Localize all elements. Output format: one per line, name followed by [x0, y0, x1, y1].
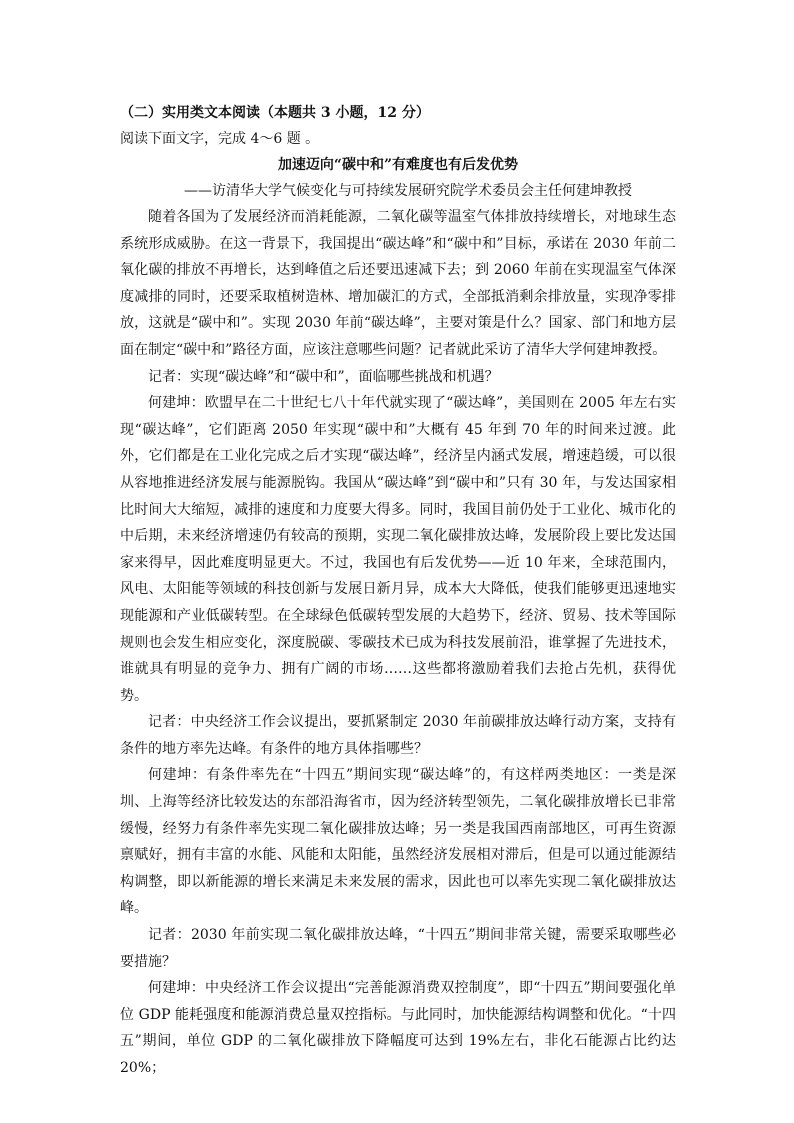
- section-heading: （二）实用类文本阅读（本题共 3 小题，12 分）: [120, 105, 430, 121]
- answer-1: 何建坤：欧盟早在二十世纪七八十年代就实现了“碳达峰”，美国则在 2005 年左右实现“碳达峰”，它们距离 2050 年实现“碳中和”大概有 45 年到 70 年的时间来过渡。此外，它们都是在工业化完成之后才实现“碳达峰”，经济呈内涵式发展，增速趋缓，可以很从容地推进经济发展与能源脱钩。我国从“碳达峰”到“碳中和”只有 30 年，与发达国家相比时间大大缩短，减排的速度和力度要大得多。同时，我国目前仍处于工业化、城市化的中后期，未来经济增速仍有较高的预期，实现二氧化碳排放达峰，发展阶段上要比发达国家来得早，因此难度明显更大。不过，我国也有后发优势——近 10 年来，全球范围内，风电、太阳能等领域的科技创新与发展日新月异，成本大大降低，使我们能够更迅速地实现能源和产业低碳转型。在全球绿色低碳转型发展的大趋势下，经济、贸易、技术等国际规则也会发生相应变化，深度脱碳、零碳技术已成为科技发展前沿，谁掌握了先进技术，谁就具有明显的竞争力、拥有广阔的市场……这些都将激励着我们去抢占先机，获得优势。: [120, 395, 676, 704]
- reporter-question-3: 记者：2030 年前实现二氧化碳排放达峰，“十四五”期间非常关键，需要采取哪些必要措施？: [120, 927, 676, 970]
- document-page: [120, 100, 676, 1082]
- reading-instruction: 阅读下面文字，完成 4～6 题 。: [120, 131, 320, 147]
- article-title: 加速迈向“碳中和”有难度也有后发优势: [277, 157, 519, 173]
- answer-2: 何建坤：有条件率先在“十四五”期间实现“碳达峰”的，有这样两类地区：一类是深圳、上海等经济比较发达的东部沿海省市，因为经济转型领先，二氧化碳排放增长已非常缓慢，经努力有条件率先实现二氧化碳排放达峰；另一类是我国西南部地区，可再生资源禀赋好，拥有丰富的水能、风能和太阳能，虽然经济发展相对滞后，但是可以通过能源结构调整，即以新能源的增长来满足未来发展的需求，因此也可以率先实现二氧化碳排放达峰。: [120, 767, 676, 917]
- reporter-question-1: 记者：实现“碳达峰”和“碳中和”，面临哪些挑战和机遇？: [148, 368, 499, 385]
- reporter-question-2: 记者：中央经济工作会议提出，要抓紧制定 2030 年前碳排放达峰行动方案，支持有条件的地方率先达峰。有条件的地方具体指哪些？: [120, 714, 676, 757]
- article-subtitle: ——访清华大学气候变化与可持续发展研究院学术委员会主任何建坤教授: [184, 183, 632, 199]
- answer-3: 何建坤：中央经济工作会议提出“完善能源消费双控制度”，即“十四五”期间要强化单位 GDP 能耗强度和能源消费总量双控指标。与此同时，加快能源结构调整和优化。“十四五”期间，单位 GDP 的二氧化碳排放下降幅度可达到 19%左右，非化石能源占比约达 20%；: [120, 980, 676, 1076]
- intro-paragraph: 随着各国为了发展经济而消耗能源，二氧化碳等温室气体排放持续增长，对地球生态系统形成威胁。在这一背景下，我国提出“碳达峰”和“碳中和”目标，承诺在 2030 年前二氧化碳的排放不再增长，达到峰值之后还要迅速减下去；到 2060 年前在实现温室气体深度减排的同时，还要采取植树造林、增加碳汇的方式，全部抵消剩余排放量，实现净零排放，这就是“碳中和”。实现 2030 年前“碳达峰”，主要对策是什么？国家、部门和地方层面在制定“碳中和”路径方面，应该注意哪些问题？记者就此采访了清华大学何建坤教授。: [120, 209, 676, 358]
